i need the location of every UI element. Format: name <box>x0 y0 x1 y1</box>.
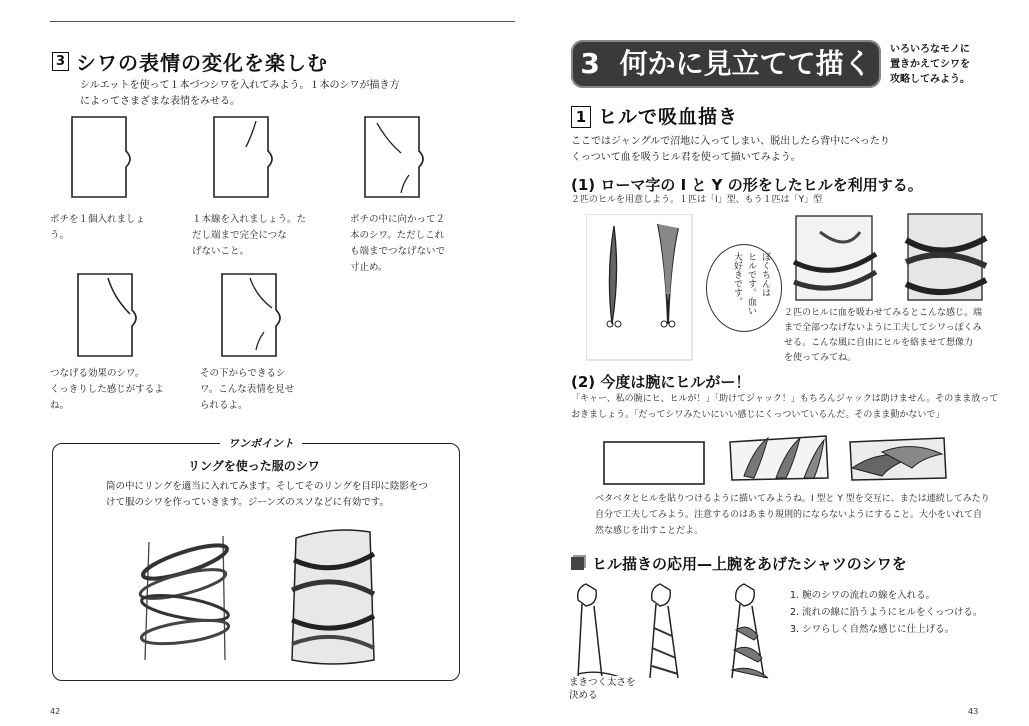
intro-text: シルエットを使って１本づつシワを入れてみよう。１本のシワが描き方 によってさまざまな表情をみせる。 <box>80 80 400 107</box>
section-number-box: 3 <box>52 52 69 71</box>
caption-2: １本線を入れましょう。た だし端まで完全につな げないこと。 <box>192 214 307 257</box>
chapter-note: いろいろなモノに 置きかえてシワを 攻略してみよう。 <box>890 44 970 85</box>
leech-wrap-sketch-1 <box>790 212 880 304</box>
top-rule <box>50 21 515 22</box>
apply-title: ヒル描きの応用—上腕をあげたシャツのシワを <box>592 555 907 573</box>
section-title: シワの表情の変化を楽しむ <box>76 51 328 75</box>
caption-3: ポチの中に向かって２ 本のシワ。ただしこれ も端までつなげないで 寸止め。 <box>350 214 446 273</box>
one-point-text: 筒の中にリングを適当に入れてみます。そしてそのリングを目印に陰影をつ けて服のシワを作っていきます。ジーンズのスソなどに有効です。 <box>106 481 428 508</box>
caption-4: つなげる効果のシワ。 くっきりした感じがするよ ね。 <box>50 368 164 411</box>
subsection-2-text: 「キャー、私の腕にヒ、ヒルが！」「助けてジャック！」もちろんジャックは助けません。そのまま放って おきましょう。「だってシワみたいにいい感じにくっついているんだ。そのまま動かないで」 <box>571 394 999 420</box>
steps-list: 1. 腕のシワの流れの線を入れる。 2. 流れの線に沿うようにヒルをくっつける。 3. シワらしく自然な感じに仕上げる。 <box>790 590 983 635</box>
one-point-label: ワンポイント <box>220 435 302 451</box>
section-title-right: ヒルで吸血描き <box>598 106 739 128</box>
subsection-1-caption: ２匹のヒルに血を吸わせてみるとこんな感じ。端 まで全部つなげないように工夫してシワっぽくみ せる。こんな風に自由にヒルを絡ませて想像力 を使ってみてね。 <box>784 308 983 363</box>
sketch-one-line <box>206 113 276 203</box>
arm-stage-1 <box>600 432 710 492</box>
shirt-arm-sketch-2 <box>646 578 718 688</box>
subsection-2-caption: ベタベタとヒルを貼りつけるように描いてみようね。I 型と Y 型を交互に、または連続してみたり 自分で工夫してみよう。注意するのはあまり規則的にならないようにすること。大小をいれて自 然な感じを出すことだよ。 <box>595 494 990 536</box>
right-intro-text: ここではジャングルで沼地に入ってしまい、脱出したら背中にべったり くっついて血を吸うヒル君を使って描いてみよう。 <box>571 136 890 163</box>
sketch-pochi <box>64 113 134 203</box>
chapter-title: 何かに見立てて描く <box>619 47 872 80</box>
speech-bubble-text: ぼくちんは ヒルです。血い 大好きです。 <box>732 252 770 315</box>
chapter-title-box <box>571 40 881 88</box>
subsection-1-note: ２匹のヒルを用意しよう。１匹は「I」型、もう１匹は「Y」型 <box>571 195 823 205</box>
chapter-number: 3 <box>580 47 600 80</box>
sketch-two-lines <box>357 113 427 203</box>
sketch-connect <box>70 270 140 362</box>
sketch-below <box>214 270 284 362</box>
arm-label: まきつく太さを 決める <box>569 677 636 701</box>
leech-i-y-sketch <box>586 214 696 364</box>
section-number-box-right: 1 <box>571 106 591 128</box>
caption-5: その下からできるシ ワ。こんな表情を見せ られるよ。 <box>200 368 295 411</box>
subsection-2-title: (2) 今度は腕にヒルがー！ <box>571 373 751 391</box>
apply-cube-icon <box>571 557 584 570</box>
arm-stage-3 <box>842 428 952 488</box>
shirt-arm-sketch-1 <box>572 578 640 688</box>
page-number-left: 42 <box>50 707 61 716</box>
shaded-cloth-sketch <box>278 520 388 670</box>
leech-wrap-sketch-2 <box>900 210 990 305</box>
one-point-title: リングを使った服のシワ <box>188 459 320 473</box>
rings-sketch <box>125 520 245 670</box>
caption-1: ポチを１個入れましょ う。 <box>50 214 146 241</box>
page-number-right: 43 <box>968 707 979 716</box>
subsection-1-title: (1) ローマ字の I と Y の形をしたヒルを利用する。 <box>571 176 923 194</box>
arm-stage-2 <box>724 428 834 488</box>
